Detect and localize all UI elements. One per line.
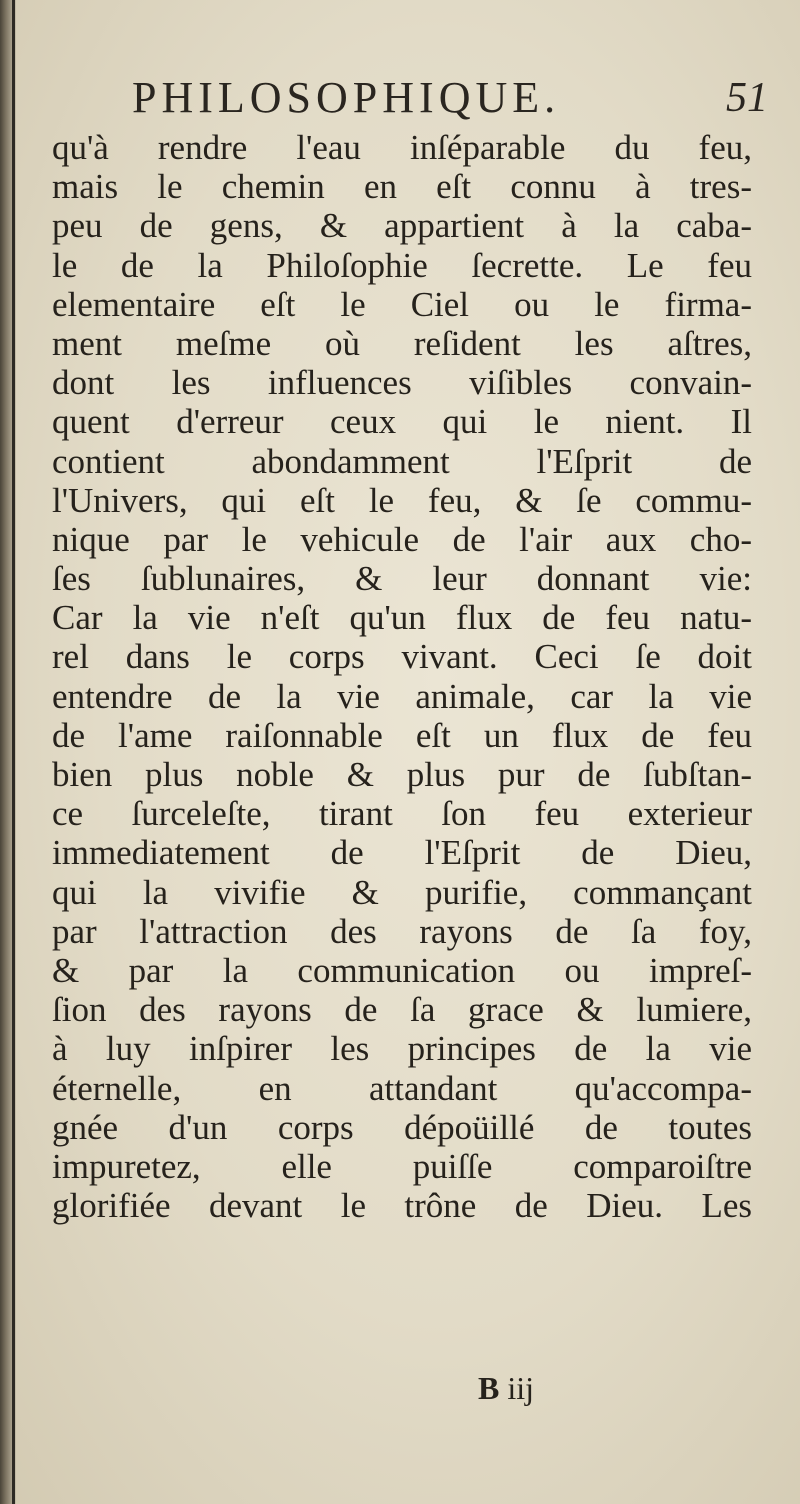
text-line: de l'ame raiſonnable eſt un flux de feu xyxy=(52,715,752,755)
text-line: mais le chemin en eſt connu à tres- xyxy=(52,167,752,207)
text-line: par l'attraction des rayons de ſa foy, xyxy=(52,911,752,951)
text-line: ſes ſublunaires, & leur donnant vie: xyxy=(52,559,752,599)
text-line: ce ſurceleſte, tirant ſon feu exterieur xyxy=(52,794,752,834)
text-line: rel dans le corps vivant. Ceci ſe doit xyxy=(52,637,752,677)
running-title: PHILOSOPHIQUE. xyxy=(132,73,561,122)
text-line: qui la vivifie & purifie, commançant xyxy=(52,872,752,912)
text-line: qu'à rendre l'eau inſéparable du feu, xyxy=(52,128,752,167)
text-line: dont les influences viſibles convain- xyxy=(52,363,752,403)
text-line: impuretez, elle puiſſe comparoiſtre xyxy=(52,1146,752,1186)
signature-mark xyxy=(478,1370,534,1407)
text-line: & par la communication ou impreſ- xyxy=(52,950,752,990)
text-line: éternelle, en attandant qu'accompa- xyxy=(52,1068,752,1108)
text-line: ſion des rayons de ſa grace & lumiere, xyxy=(52,990,752,1030)
book-gutter-line xyxy=(12,0,15,1504)
body-text xyxy=(52,128,752,1225)
text-line: quent d'erreur ceux qui le nient. Il xyxy=(52,402,752,442)
text-line: entendre de la vie animale, car la vie xyxy=(52,676,752,716)
text-line: bien plus noble & plus pur de ſubſtan- xyxy=(52,755,752,794)
signature-letter: B xyxy=(478,1370,500,1406)
text-line: ment meſme où reſident les aſtres, xyxy=(52,323,752,363)
signature-numeral: iij xyxy=(507,1370,535,1406)
text-line: immediatement de l'Eſprit de Dieu, xyxy=(52,833,752,873)
running-head xyxy=(0,66,800,130)
text-line: peu de gens, & appartient à la caba- xyxy=(52,206,752,246)
text-line: gnée d'un corps dépoüillé de toutes xyxy=(52,1107,752,1147)
text-line: Car la vie n'eſt qu'un flux de feu natu- xyxy=(52,598,752,638)
text-line: l'Univers, qui eſt le feu, & ſe commu- xyxy=(52,480,752,520)
text-line: elementaire eſt le Ciel ou le firma- xyxy=(52,284,752,324)
text-line: glorifiée devant le trône de Dieu. Les xyxy=(52,1186,752,1226)
text-line: contient abondamment l'Eſprit de xyxy=(52,441,752,481)
text-line: à luy inſpirer les principes de la vie xyxy=(52,1029,752,1069)
text-line: nique par le vehicule de l'air aux cho- xyxy=(52,519,752,559)
text-line: le de la Philoſophie ſecrette. Le feu xyxy=(52,245,752,285)
page-number: 51 xyxy=(726,75,768,121)
